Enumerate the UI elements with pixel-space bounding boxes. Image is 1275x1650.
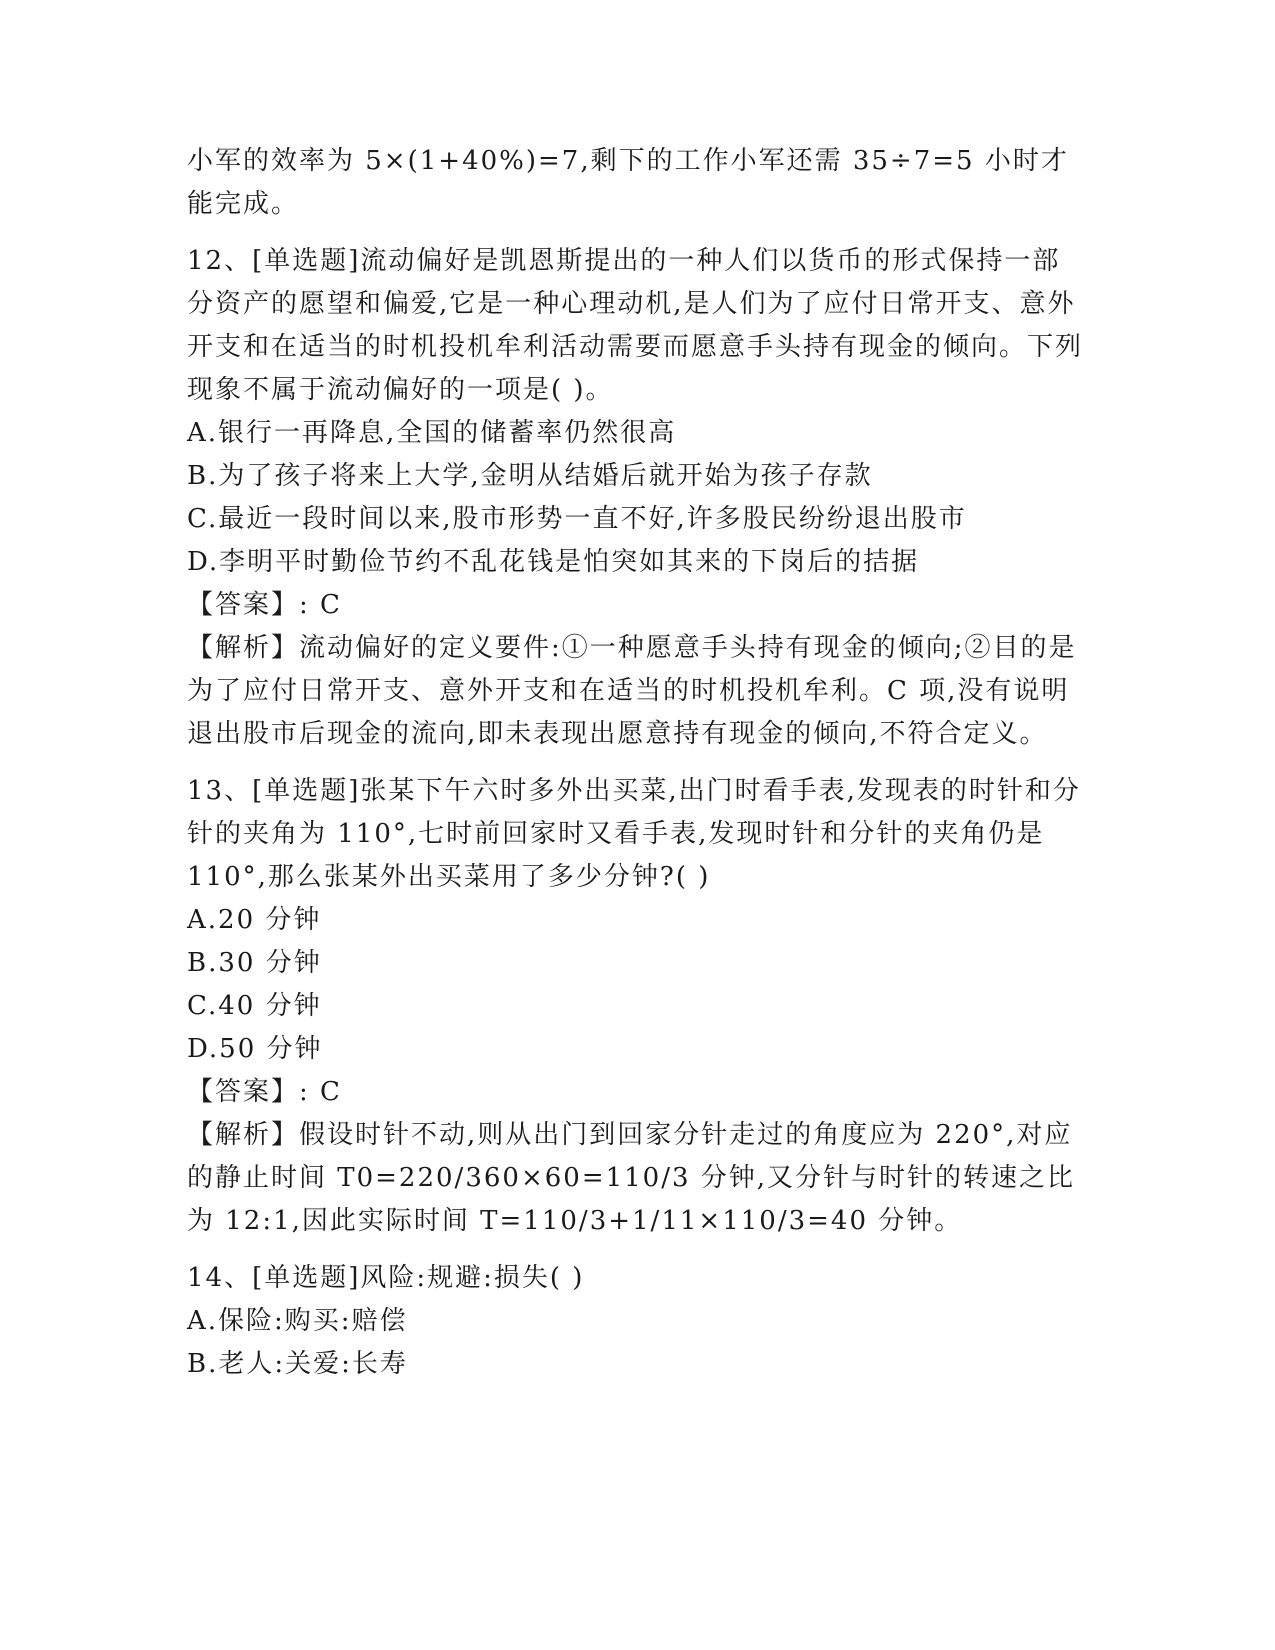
analysis-label: 【解析】 bbox=[187, 633, 300, 663]
answer-line bbox=[187, 584, 1087, 627]
question-stem: 13、[单选题]张某下午六时多外出买菜,出门时看手表,发现表的时针和分针的夹角为 110°,七时前回家时又看手表,发现时针和分针的夹角仍是 110°,那么张某外出买菜用了多少分钟?( ) bbox=[187, 776, 1081, 892]
analysis-label: 【解析】 bbox=[187, 1120, 300, 1150]
answer-value: C bbox=[320, 1077, 342, 1107]
question-12 bbox=[187, 240, 1087, 756]
answer-separator: : bbox=[299, 1077, 310, 1107]
document-content bbox=[187, 140, 1087, 1400]
answer-label: 【答案】 bbox=[187, 590, 300, 620]
option-c: C.最近一段时间以来,股市形势一直不好,许多股民纷纷退出股市 bbox=[187, 504, 967, 534]
option-b: B.老人:关爱:长寿 bbox=[187, 1349, 408, 1379]
answer-label: 【答案】 bbox=[187, 1077, 300, 1107]
option-d: D.李明平时勤俭节约不乱花钱是怕突如其来的下岗后的拮据 bbox=[187, 547, 920, 577]
option-b: B.为了孩子将来上大学,金明从结婚后就开始为孩子存款 bbox=[187, 461, 873, 491]
question-stem: 14、[单选题]风险:规避:损失( ) bbox=[187, 1263, 585, 1293]
analysis-text: 假设时针不动,则从出门到回家分针走过的角度应为 220°,对应的静止时间 T0=220/360×60=110/3 分钟,又分针与时针的转速之比为 12:1,因此实际时间 T=110/3+1/11×110/3=40 分钟。 bbox=[187, 1120, 1076, 1236]
answer-value: C bbox=[320, 590, 342, 620]
analysis-paragraph bbox=[187, 627, 1087, 756]
option-a: A.20 分钟 bbox=[187, 905, 322, 935]
option-a: A.银行一再降息,全国的储蓄率仍然很高 bbox=[187, 418, 677, 448]
option-d: D.50 分钟 bbox=[187, 1034, 323, 1064]
intro-text: 小军的效率为 5×(1+40%)=7,剩下的工作小军还需 35÷7=5 小时才能完成。 bbox=[187, 146, 1069, 219]
option-b: B.30 分钟 bbox=[187, 948, 322, 978]
analysis-paragraph bbox=[187, 1114, 1087, 1243]
intro-paragraph bbox=[187, 140, 1087, 226]
question-14 bbox=[187, 1257, 1087, 1386]
option-a: A.保险:购买:赔偿 bbox=[187, 1306, 408, 1336]
answer-line bbox=[187, 1071, 1087, 1114]
question-stem: 12、[单选题]流动偏好是凯恩斯提出的一种人们以货币的形式保持一部分资产的愿望和偏爱,它是一种心理动机,是人们为了应付日常开支、意外开支和在适当的时机投机牟利活动需要而愿意手头持有现金的倾向。下列现象不属于流动偏好的一项是( )。 bbox=[187, 246, 1084, 405]
option-c: C.40 分钟 bbox=[187, 991, 322, 1021]
answer-separator: : bbox=[299, 590, 310, 620]
analysis-text: 流动偏好的定义要件:①一种愿意手头持有现金的倾向;②目的是为了应付日常开支、意外开支和在适当的时机投机牟利。C 项,没有说明退出股市后现金的流向,即未表现出愿意持有现金的倾向,不符合定义。 bbox=[187, 633, 1077, 749]
question-13 bbox=[187, 770, 1087, 1243]
